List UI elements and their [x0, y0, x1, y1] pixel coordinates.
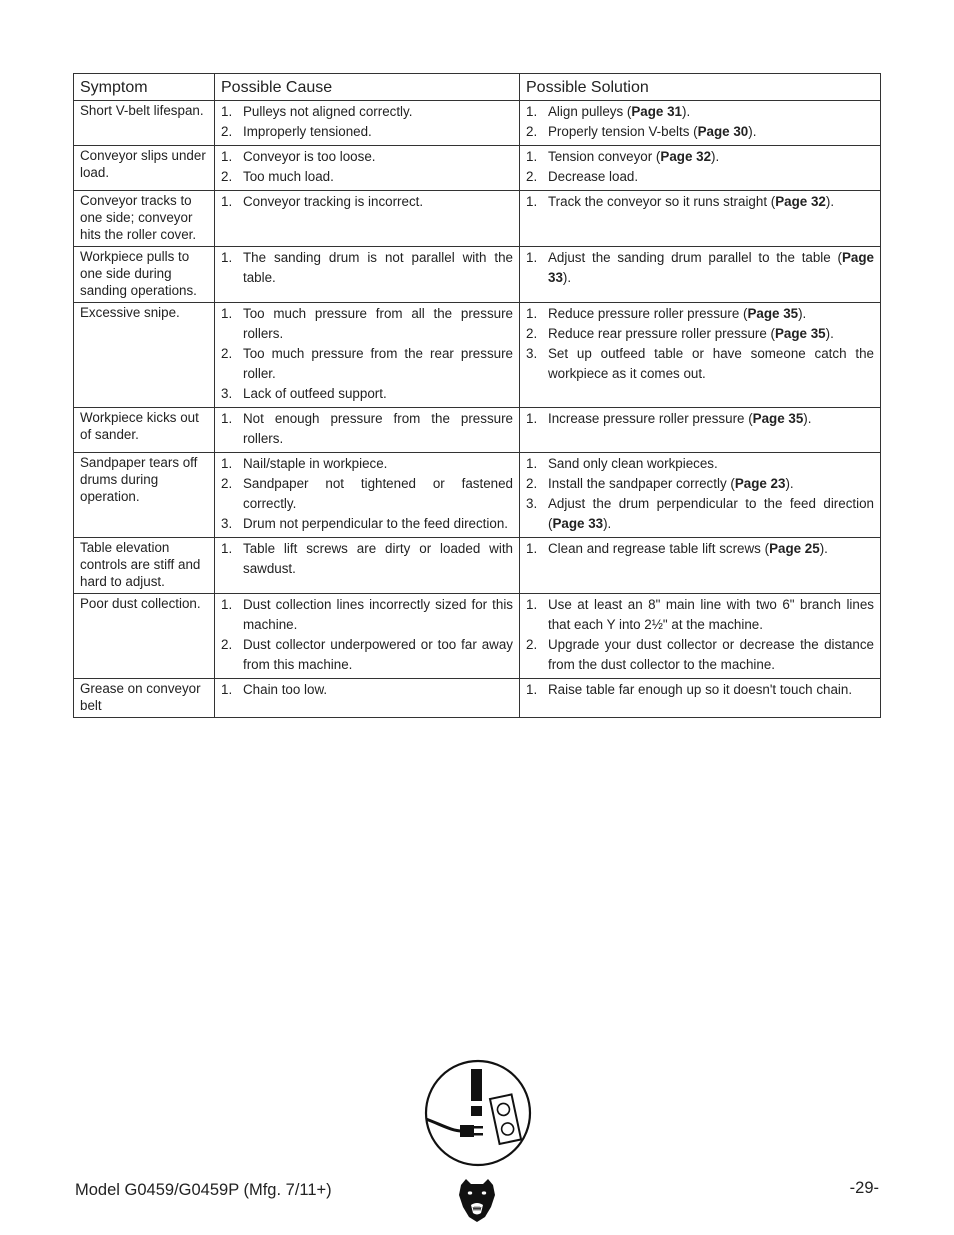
item-number: 1. — [221, 456, 233, 471]
text-segment: Upgrade your dust collector or decrease the distance from the dust collector to the machine. — [548, 637, 874, 672]
text-segment: Align pulleys ( — [548, 104, 632, 119]
item-number: 2. — [221, 169, 233, 184]
item-number: 1. — [221, 541, 233, 556]
symptom-cell: Sandpaper tears off drums during operation. — [74, 453, 215, 538]
cause-list — [221, 147, 513, 187]
text-segment: Set up outfeed table or have someone catch the workpiece as it comes out. — [548, 346, 874, 381]
item-text — [243, 514, 513, 534]
cause-list — [221, 192, 513, 212]
text-segment: Not enough pressure from the pressure rollers. — [243, 411, 513, 446]
text-segment: ). — [562, 270, 572, 285]
item-text — [548, 494, 874, 534]
item-text — [548, 539, 874, 559]
item-number: 1. — [221, 597, 233, 612]
list-item — [526, 454, 874, 474]
text-segment: ). — [798, 306, 807, 321]
symptom-cell: Conveyor slips under load. — [74, 146, 215, 191]
list-item — [526, 635, 874, 675]
text-segment: The sanding drum is not parallel with the table. — [243, 250, 513, 285]
text-segment: Adjust the sanding drum parallel to the table ( — [548, 250, 842, 265]
text-segment: Too much pressure from the rear pressure roller. — [243, 346, 513, 381]
table-row — [74, 408, 881, 453]
list-item — [221, 409, 513, 449]
cause-list — [221, 409, 513, 449]
symptom-cell: Conveyor tracks to one side; conveyor hits the roller cover. — [74, 191, 215, 247]
text-segment: Use at least an 8" main line with two 6" branch lines that each Y into 2½" at the machine. — [548, 597, 874, 632]
text-segment: Dust collection lines incorrectly sized for this machine. — [243, 597, 513, 632]
list-item — [221, 454, 513, 474]
table-row — [74, 679, 881, 718]
item-text — [243, 304, 513, 344]
electrical-warning-icon — [424, 1059, 532, 1167]
solution-cell — [520, 247, 881, 303]
item-number: 1. — [526, 149, 538, 164]
item-number: 2. — [526, 169, 538, 184]
list-item — [526, 102, 874, 122]
text-segment: ). — [819, 541, 828, 556]
page-reference: Page 31 — [631, 104, 682, 119]
list-item — [221, 539, 513, 579]
solution-list — [526, 539, 874, 559]
item-text — [548, 304, 874, 324]
item-text — [243, 409, 513, 449]
symptom-cell: Workpiece kicks out of sander. — [74, 408, 215, 453]
header-symptom: Symptom — [74, 74, 215, 101]
table-row — [74, 191, 881, 247]
list-item — [526, 167, 874, 187]
page-reference: Page 33 — [552, 516, 604, 531]
item-text — [243, 102, 513, 122]
text-segment: Track the conveyor so it runs straight ( — [548, 194, 776, 209]
item-number: 1. — [221, 411, 233, 426]
table-row — [74, 247, 881, 303]
solution-list — [526, 409, 874, 429]
text-segment: Improperly tensioned. — [243, 124, 372, 139]
list-item — [526, 122, 874, 142]
item-text — [243, 454, 513, 474]
list-item — [526, 474, 874, 494]
symptom-cell: Short V-belt lifespan. — [74, 101, 215, 146]
item-text — [243, 474, 513, 514]
page-number: -29- — [849, 1179, 879, 1197]
solution-list — [526, 595, 874, 675]
list-item — [221, 474, 513, 514]
text-segment: Reduce pressure roller pressure ( — [548, 306, 748, 321]
text-segment: Increase pressure roller pressure ( — [548, 411, 753, 426]
list-item — [221, 680, 513, 700]
item-text — [243, 248, 513, 288]
list-item — [221, 248, 513, 288]
cause-cell — [215, 191, 520, 247]
cause-list — [221, 102, 513, 142]
item-number: 1. — [526, 682, 538, 697]
text-segment: ). — [825, 326, 834, 341]
cause-cell — [215, 538, 520, 594]
item-number: 1. — [221, 306, 233, 321]
list-item — [221, 595, 513, 635]
list-item — [526, 147, 874, 167]
page-reference: Page 33 — [548, 250, 874, 285]
solution-cell — [520, 594, 881, 679]
solution-cell — [520, 408, 881, 453]
item-number: 2. — [221, 346, 233, 361]
item-number: 1. — [526, 250, 538, 265]
page-reference: Page 30 — [697, 124, 749, 139]
symptom-cell: Workpiece pulls to one side during sanding operations. — [74, 247, 215, 303]
item-number: 3. — [221, 516, 233, 531]
list-item — [526, 595, 874, 635]
item-number: 2. — [221, 637, 233, 652]
solution-list — [526, 454, 874, 534]
cause-cell — [215, 453, 520, 538]
solution-cell — [520, 453, 881, 538]
text-segment: Raise table far enough up so it doesn't touch chain. — [548, 682, 853, 697]
symptom-cell: Poor dust collection. — [74, 594, 215, 679]
solution-cell — [520, 679, 881, 718]
item-number: 2. — [526, 476, 538, 491]
text-segment: ). — [603, 516, 612, 531]
item-text — [548, 167, 874, 187]
list-item — [221, 635, 513, 675]
list-item — [526, 304, 874, 324]
item-text — [548, 192, 874, 212]
item-text — [548, 344, 874, 384]
item-text — [243, 539, 513, 579]
item-number: 1. — [221, 250, 233, 265]
item-text — [548, 409, 874, 429]
text-segment: Nail/staple in workpiece. — [243, 456, 388, 471]
cause-cell — [215, 594, 520, 679]
header-possible-solution: Possible Solution — [520, 74, 881, 101]
cause-list — [221, 539, 513, 579]
item-number: 3. — [526, 346, 538, 361]
page-reference: Page 35 — [775, 326, 826, 341]
item-number: 2. — [221, 476, 233, 491]
item-text — [548, 680, 874, 700]
item-number: 1. — [221, 194, 233, 209]
cause-list — [221, 680, 513, 700]
item-number: 2. — [221, 124, 233, 139]
page-reference: Page 25 — [769, 541, 820, 556]
item-number: 1. — [526, 411, 538, 426]
page-reference: Page 32 — [660, 149, 712, 164]
item-text — [548, 324, 874, 344]
table-row — [74, 538, 881, 594]
text-segment: Too much pressure from all the pressure rollers. — [243, 306, 513, 341]
list-item — [221, 102, 513, 122]
page-reference: Page 23 — [734, 476, 786, 491]
text-segment: Too much load. — [243, 169, 334, 184]
item-number: 3. — [526, 496, 538, 511]
text-segment: Properly tension V-belts ( — [548, 124, 698, 139]
item-number: 1. — [221, 149, 233, 164]
text-segment: ). — [785, 476, 794, 491]
text-segment: Dust collector underpowered or too far away from this machine. — [243, 637, 513, 672]
text-segment: ). — [681, 104, 691, 119]
item-text — [243, 595, 513, 635]
cause-cell — [215, 408, 520, 453]
item-text — [243, 384, 513, 404]
page-reference: Page 35 — [752, 411, 804, 426]
table-body — [74, 101, 881, 718]
solution-cell — [520, 303, 881, 408]
list-item — [526, 494, 874, 534]
solution-cell — [520, 191, 881, 247]
cause-cell — [215, 679, 520, 718]
table-row — [74, 101, 881, 146]
page-reference: Page 35 — [747, 306, 799, 321]
cause-list — [221, 595, 513, 675]
item-number: 2. — [526, 326, 538, 341]
item-text — [548, 635, 874, 675]
bear-logo-icon — [457, 1177, 497, 1223]
list-item — [221, 192, 513, 212]
text-segment: Sand only clean workpieces. — [548, 456, 718, 471]
text-segment: Install the sandpaper correctly ( — [548, 476, 735, 491]
solution-list — [526, 102, 874, 142]
list-item — [526, 539, 874, 559]
item-number: 1. — [221, 682, 233, 697]
item-number: 1. — [526, 456, 538, 471]
text-segment: Reduce rear pressure roller pressure ( — [548, 326, 775, 341]
solution-list — [526, 147, 874, 187]
item-text — [548, 454, 874, 474]
solution-list — [526, 680, 874, 700]
item-number: 1. — [526, 306, 538, 321]
text-segment: Sandpaper not tightened or fastened correctly. — [243, 476, 513, 511]
item-text — [243, 680, 513, 700]
text-segment: ). — [825, 194, 835, 209]
troubleshooting-table — [73, 73, 881, 718]
list-item — [221, 122, 513, 142]
header-possible-cause: Possible Cause — [215, 74, 520, 101]
cause-cell — [215, 146, 520, 191]
list-item — [526, 409, 874, 429]
item-number: 2. — [526, 124, 538, 139]
list-item — [526, 680, 874, 700]
text-segment: Clean and regrease table lift screws ( — [548, 541, 770, 556]
item-number: 1. — [526, 194, 538, 209]
cause-list — [221, 304, 513, 404]
text-segment: Adjust the drum perpendicular to the feed direction ( — [548, 496, 874, 531]
cause-cell — [215, 303, 520, 408]
list-item — [526, 192, 874, 212]
text-segment: Tension conveyor ( — [548, 149, 661, 164]
item-text — [548, 147, 874, 167]
item-text — [548, 102, 874, 122]
text-segment: ). — [803, 411, 812, 426]
footer-model: Model G0459/G0459P (Mfg. 7/11+) — [75, 1181, 332, 1199]
item-text — [243, 192, 513, 212]
text-segment: Pulleys not aligned correctly. — [243, 104, 413, 119]
solution-list — [526, 304, 874, 384]
solution-cell — [520, 146, 881, 191]
text-segment: Chain too low. — [243, 682, 328, 697]
text-segment: Lack of outfeed support. — [243, 386, 387, 401]
list-item — [526, 344, 874, 384]
text-segment: Table lift screws are dirty or loaded with sawdust. — [243, 541, 513, 576]
cause-list — [221, 454, 513, 534]
solution-list — [526, 248, 874, 288]
item-number: 1. — [526, 541, 538, 556]
cause-cell — [215, 247, 520, 303]
symptom-cell: Grease on conveyor belt — [74, 679, 215, 718]
list-item — [221, 167, 513, 187]
table-row — [74, 594, 881, 679]
list-item — [221, 344, 513, 384]
list-item — [221, 304, 513, 344]
cause-list — [221, 248, 513, 288]
table-row — [74, 303, 881, 408]
list-item — [221, 384, 513, 404]
item-text — [548, 474, 874, 494]
item-text — [243, 147, 513, 167]
list-item — [526, 324, 874, 344]
page-reference: Page 32 — [775, 194, 826, 209]
text-segment: ). — [711, 149, 720, 164]
list-item — [221, 514, 513, 534]
item-number: 1. — [526, 104, 538, 119]
item-text — [243, 635, 513, 675]
text-segment: Conveyor is too loose. — [243, 149, 376, 164]
item-number: 2. — [526, 637, 538, 652]
item-text — [548, 122, 874, 142]
item-text — [243, 122, 513, 142]
item-text — [548, 595, 874, 635]
text-segment: Drum not perpendicular to the feed direction. — [243, 516, 508, 531]
table-row — [74, 146, 881, 191]
text-segment: Conveyor tracking is incorrect. — [243, 194, 424, 209]
table-row — [74, 453, 881, 538]
text-segment: Decrease load. — [548, 169, 639, 184]
symptom-cell: Excessive snipe. — [74, 303, 215, 408]
item-number: 1. — [221, 104, 233, 119]
item-text — [548, 248, 874, 288]
cause-cell — [215, 101, 520, 146]
symptom-cell: Table elevation controls are stiff and hard to adjust. — [74, 538, 215, 594]
list-item — [221, 147, 513, 167]
item-number: 1. — [526, 597, 538, 612]
item-text — [243, 344, 513, 384]
solution-list — [526, 192, 874, 212]
solution-cell — [520, 101, 881, 146]
table-header-row — [74, 74, 881, 101]
item-number: 3. — [221, 386, 233, 401]
item-text — [243, 167, 513, 187]
solution-cell — [520, 538, 881, 594]
list-item — [526, 248, 874, 288]
text-segment: ). — [748, 124, 757, 139]
